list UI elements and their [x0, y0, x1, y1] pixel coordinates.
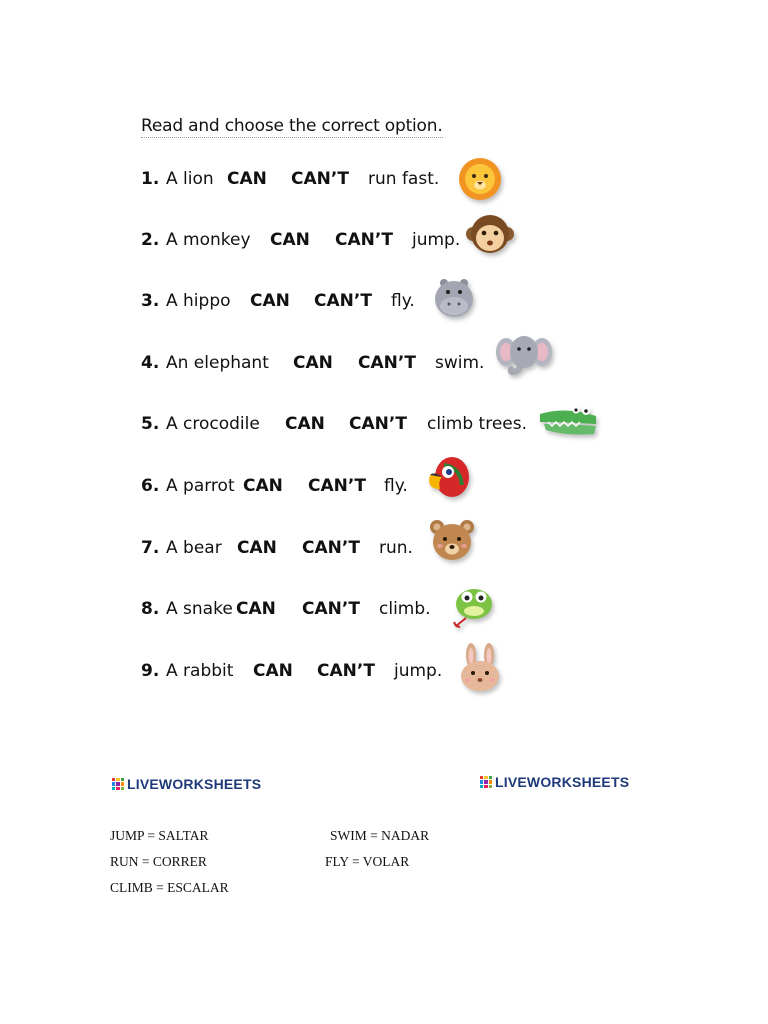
- item-subject: A monkey: [166, 230, 251, 250]
- item-verb: run fast.: [368, 169, 440, 189]
- item-verb: run.: [379, 538, 413, 558]
- item-verb: jump.: [394, 661, 443, 681]
- item-subject: A crocodile: [166, 414, 260, 434]
- bear-icon: [428, 518, 476, 562]
- item-number: 3.: [141, 291, 160, 311]
- option-can[interactable]: CAN: [243, 476, 283, 496]
- option-can[interactable]: CAN: [270, 230, 310, 250]
- option-cant[interactable]: CAN’T: [308, 476, 366, 496]
- option-can[interactable]: CAN: [237, 538, 277, 558]
- item-verb: jump.: [412, 230, 461, 250]
- option-can[interactable]: CAN: [236, 599, 276, 619]
- logo-mark-icon: [480, 776, 492, 788]
- item-number: 9.: [141, 661, 160, 681]
- liveworksheets-logo-left: [112, 775, 261, 793]
- option-can[interactable]: CAN: [293, 353, 333, 373]
- crocodile-icon: [536, 402, 600, 440]
- option-cant[interactable]: CAN’T: [358, 353, 416, 373]
- snake-icon: [450, 584, 498, 628]
- rabbit-icon: [456, 643, 504, 693]
- option-can[interactable]: CAN: [250, 291, 290, 311]
- item-number: 2.: [141, 230, 160, 250]
- lion-icon: [456, 157, 504, 201]
- item-subject: A hippo: [166, 291, 231, 311]
- item-verb: fly.: [384, 476, 408, 496]
- hippo-icon: [430, 275, 478, 319]
- option-cant[interactable]: CAN’T: [302, 599, 360, 619]
- monkey-icon: [466, 212, 514, 256]
- item-subject: A parrot: [166, 476, 235, 496]
- parrot-icon: [424, 455, 472, 499]
- option-can[interactable]: CAN: [227, 169, 267, 189]
- vocab-jump: JUMP = SALTAR: [110, 828, 209, 843]
- item-subject: A lion: [166, 169, 214, 189]
- option-cant[interactable]: CAN’T: [349, 414, 407, 434]
- item-number: 5.: [141, 414, 160, 434]
- vocab-climb: CLIMB = ESCALAR: [110, 880, 229, 895]
- option-cant[interactable]: CAN’T: [317, 661, 375, 681]
- logo-mark-icon: [112, 778, 124, 790]
- item-number: 7.: [141, 538, 160, 558]
- worksheet-title: Read and choose the correct option.: [141, 116, 443, 136]
- option-cant[interactable]: CAN’T: [291, 169, 349, 189]
- item-verb: climb.: [379, 599, 431, 619]
- item-number: 4.: [141, 353, 160, 373]
- item-subject: A rabbit: [166, 661, 234, 681]
- option-cant[interactable]: CAN’T: [314, 291, 372, 311]
- item-number: 8.: [141, 599, 160, 619]
- option-cant[interactable]: CAN’T: [302, 538, 360, 558]
- logo-text: LIVEWORKSHEETS: [127, 776, 262, 792]
- option-can[interactable]: CAN: [285, 414, 325, 434]
- vocab-fly: FLY = VOLAR: [325, 854, 410, 869]
- item-number: 1.: [141, 169, 160, 189]
- item-verb: fly.: [391, 291, 415, 311]
- logo-text: LIVEWORKSHEETS: [495, 774, 630, 790]
- option-cant[interactable]: CAN’T: [335, 230, 393, 250]
- item-subject: A bear: [166, 538, 222, 558]
- vocab-run: RUN = CORRER: [110, 854, 207, 869]
- item-subject: A snake: [166, 599, 233, 619]
- item-subject: An elephant: [166, 353, 269, 373]
- option-can[interactable]: CAN: [253, 661, 293, 681]
- item-number: 6.: [141, 476, 160, 496]
- liveworksheets-logo-right: [480, 773, 629, 791]
- item-verb: climb trees.: [427, 414, 528, 434]
- item-verb: swim.: [435, 353, 485, 373]
- elephant-icon: [496, 332, 552, 376]
- vocab-swim: SWIM = NADAR: [330, 828, 430, 843]
